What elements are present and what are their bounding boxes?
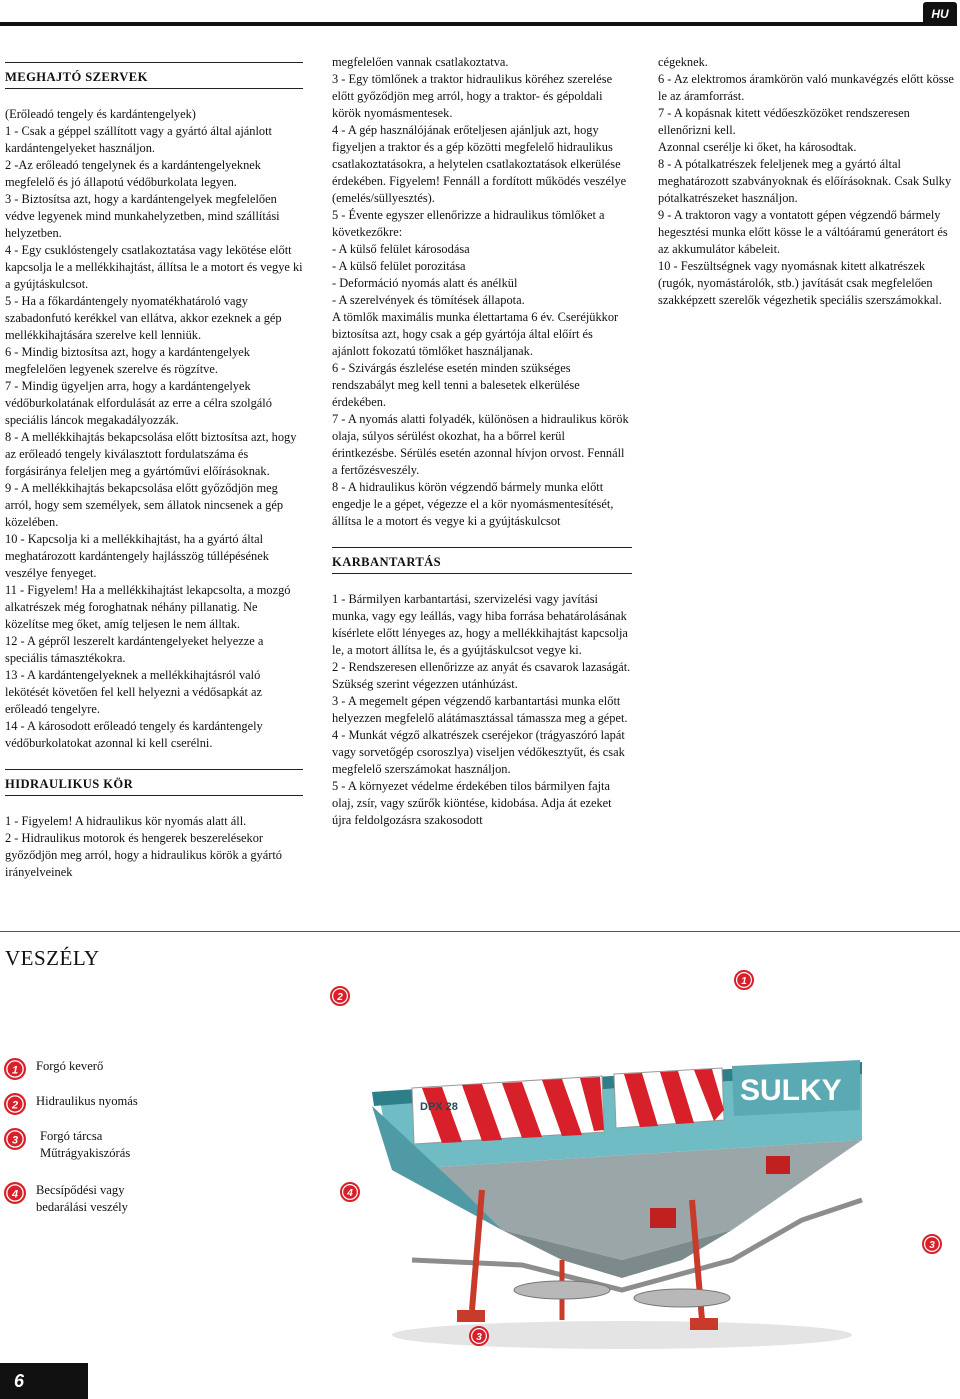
paragraph: megfelelően vannak csatlakoztatva. [332,55,509,69]
paragraph: 13 - A kardántengelyeknek a mellékkihajtásról való lekötését követően fel kell helyezni a védősapkát az erőleadó tengelyre. [5,668,262,716]
model-label: DPX 28 [420,1101,458,1113]
legend-label-line2: Műtrágyakiszórás [40,1146,131,1160]
drive-paragraphs [5,106,303,752]
paragraph: 4 - Egy csuklóstengely csatlakoztatása vagy lekötése előtt kapcsolja le a mellékkihajtást, állítsa le a motort és vegye ki a gyújtáskulcsot. [5,243,303,291]
paragraph: 3 - Egy tömlőnek a traktor hidraulikus köréhez szerelése előtt győződjön meg arról, hogy a traktor- és gépoldali körök nyomásmentesek. [332,72,613,120]
paragraph: cégeknek. [658,55,708,69]
paragraph: 9 - A mellékkihajtás bekapcsolása előtt győződjön meg arról, hogy sem személyek, sem állatok nincsenek a gép közelében. [5,481,284,529]
header-rule [0,22,926,26]
paragraph: Azonnal cserélje ki őket, ha károsodtak. [658,140,857,154]
fertilizer-spreader-illustration [262,960,952,1360]
page-number: 6 [0,1363,88,1399]
paragraph: 4 - A gép használójának erőteljesen ajánljuk azt, hogy figyeljen a traktor és a gép közötti megfelelő hidraulikus csatlakoztatásokra, a helytelen csatlakoztatások elkerülése érdekében. Figyelem! Fennáll a fordított működés veszélye (emelés/süllyesztés). [332,123,627,205]
paragraph: 2 - Hidraulikus motorok és hengerek beszerelésekor győződjön meg arról, hogy a hidraulikus körök a gyártó irányelveinek [5,831,283,879]
paragraph: 8 - A hidraulikus körön végzendő bármely munka előtt engedje le a gépet, végezze el a kör nyomásmentesítését, állítsa le a motort és vegye ki a gyújtáskulcsot [332,480,614,528]
paragraph: (Erőleadó tengely és kardántengelyek) [5,107,196,121]
paragraph: - A külső felület porozitása [332,259,466,273]
paragraph: 6 - Az elektromos áramkörön való munkavégzés előtt kösse le az áramforrást. [658,72,954,103]
maintenance-paragraphs [332,591,632,829]
paragraph: - Deformáció nyomás alatt és anélkül [332,276,518,290]
paragraph: - A szerelvények és tömítések állapota. [332,293,525,307]
paragraph: 6 - Szivárgás észlelése esetén minden szükséges rendszabályt meg kell tenni a balesetek elkerülése érdekében. [332,361,580,409]
section-title-drive: MEGHAJTÓ SZERVEK [5,62,303,89]
legend-label: Forgó tárcsa [40,1129,103,1143]
brand-logo: SULKY [740,1074,842,1107]
paragraph: 12 - A gépről leszerelt kardántengelyeket helyezze a speciális támasztékokra. [5,634,264,665]
paragraph: 5 - A környezet védelme érdekében tilos bármilyen fajta olaj, zsír, vagy szűrők kiöntése, kidobása. Adja át ezeket újra feldolgozásra szakosodott [332,779,612,827]
column-2 [332,54,632,829]
paragraph: - A külső felület károsodása [332,242,470,256]
legend-label-line2: bedarálási veszély [36,1200,128,1214]
svg-text:1: 1 [741,976,747,987]
warning-badge-4-icon [4,1182,26,1209]
svg-text:4: 4 [347,1188,353,1199]
paragraph: 8 - A pótalkatrészek feleljenek meg a gyártó által meghatározott szabványoknak és előírásoknak. Csak Sulky pótalkatrészeket használjon. [658,157,952,205]
language-tab: HU [923,2,957,26]
legend-label: Forgó keverő [36,1059,104,1073]
danger-title: VESZÉLY [5,946,100,970]
hydraulic-paragraphs-cont [332,54,632,530]
maintenance-paragraphs-cont [658,54,956,309]
paragraph: 11 - Figyelem! Ha a mellékkihajtást lekapcsolta, a mozgó alkatrészek még foroghatnak néhány pillanatig. Ne közelítse meg őket, amíg teljesen le nem álltak. [5,583,291,631]
paragraph: 4 - Munkát végző alkatrészek cseréjekor (trágyaszóró lapát vagy sorvetőgép csoroszlya) viseljen védőkesztyűt, és csak megfelelő szerszámokat használjon. [332,728,625,776]
callout-4-icon [340,1182,360,1207]
warning-badge-2-icon [4,1093,26,1120]
column-3 [658,54,956,309]
column-1 [5,62,303,881]
paragraph: 7 - A nyomás alatti folyadék, különösen a hidraulikus körök olaja, súlyos sérülést okozhat, ha a bőrrel kerül érintkezésbe. Sérülés esetén azonnal hívjon orvost. Fennáll a fertőzésveszély. [332,412,629,477]
section-title-maintenance: KARBANTARTÁS [332,547,632,574]
paragraph: 9 - A traktoron vagy a vontatott gépen végzendő bármely hegesztési munka előtt kösse le a váltóáramú generátort és az akkumulátor kábeleit. [658,208,948,256]
paragraph: 1 - Bármilyen karbantartási, szervizelési vagy javítási munka, vagy egy leállás, vagy hiba forrása behatárolásának kísérlete előtt lényeges az, hogy a mellékkihajtást kapcsolja le, a motort állítsa le, és a gyújtáskulcsot vegye ki. [332,592,628,657]
paragraph: A tömlők maximális munka élettartama 6 év. Cseréjükkor biztosítsa azt, hogy csak a gép gyártója által előírt és ajánlott fokozatú tömlőket használjanak. [332,310,619,358]
paragraph: 2 -Az erőleadó tengelynek és a kardántengelyeknek megfelelő és jó állapotú védőburkolata legyen. [5,158,261,189]
paragraph: 5 - Évente egyszer ellenőrizze a hidraulikus tömlőket a következőkre: [332,208,605,239]
warning-badge-3-icon [4,1128,26,1155]
callout-3-bottom-icon [469,1326,489,1351]
paragraph: 3 - A megemelt gépen végzendő karbantartási munka előtt helyezzen megfelelő alátámasztással támassza meg a gépet. [332,694,628,725]
svg-text:3: 3 [929,1240,935,1251]
callout-3-right-icon [922,1234,942,1259]
svg-text:1: 1 [11,1064,19,1077]
svg-text:3: 3 [11,1134,19,1147]
paragraph: 1 - Figyelem! A hidraulikus kör nyomás alatt áll. [5,814,247,828]
section-title-hydraulic: HIDRAULIKUS KÖR [5,769,303,796]
svg-text:3: 3 [476,1332,482,1343]
paragraph: 2 - Rendszeresen ellenőrizze az anyát és csavarok lazaságát. Szükség szerint végezzen utánhúzást. [332,660,631,691]
warning-badge-1-icon [4,1058,26,1085]
paragraph: 3 - Biztosítsa azt, hogy a kardántengelyek megfelelően védve legyenek mind munkahelyzetben, mind szállítási helyzetben. [5,192,280,240]
paragraph: 14 - A károsodott erőleadó tengely és kardántengely védőburkolatokat azonnal ki kell cserélni. [5,719,263,750]
paragraph: 6 - Mindig biztosítsa azt, hogy a kardántengelyek megfelelően legyenek szerelve és rögzítve. [5,345,250,376]
svg-text:4: 4 [11,1188,19,1201]
paragraph: 7 - A kopásnak kitett védőeszközöket rendszeresen ellenőrizni kell. [658,106,910,137]
paragraph: 7 - Mindig ügyeljen arra, hogy a kardántengelyek védőburkolatának elfordulását az erre a célra szolgáló speciális láncok megakadályozzák. [5,379,272,427]
legend-label: Becsípődési vagy [36,1183,125,1197]
svg-text:2: 2 [11,1099,19,1112]
paragraph: 8 - A mellékkihajtás bekapcsolása előtt biztosítsa azt, hogy az erőleadó tengely kiválasztott fordulatszáma és forgásiránya feleljen meg a gyártóművi előírásoknak. [5,430,297,478]
callout-1-icon [734,970,754,995]
svg-text:2: 2 [337,992,343,1003]
paragraph: 10 - Feszültségnek vagy nyomásnak kitett alkatrészek (rugók, nyomástárolók, stb.) javítását csak megfelelően szakképzett szerelők végezhetik speciális szerszámokkal. [658,259,942,307]
paragraph: 5 - Ha a főkardántengely nyomatékhatároló vagy szabadonfutó kerékkel van ellátva, akkor ezeknek a gép mellékkihajtására szerelve kell lenniük. [5,294,282,342]
paragraph: 1 - Csak a géppel szállított vagy a gyártó által ajánlott kardántengelyeket használjon. [5,124,273,155]
hydraulic-paragraphs [5,813,303,881]
paragraph: 10 - Kapcsolja ki a mellékkihajtást, ha a gyártó által meghatározott kardántengely hajlásszög túllépésének veszélye fenyeget. [5,532,269,580]
section-divider [0,931,960,932]
callout-2-icon [330,986,350,1011]
legend-label: Hidraulikus nyomás [36,1094,138,1108]
